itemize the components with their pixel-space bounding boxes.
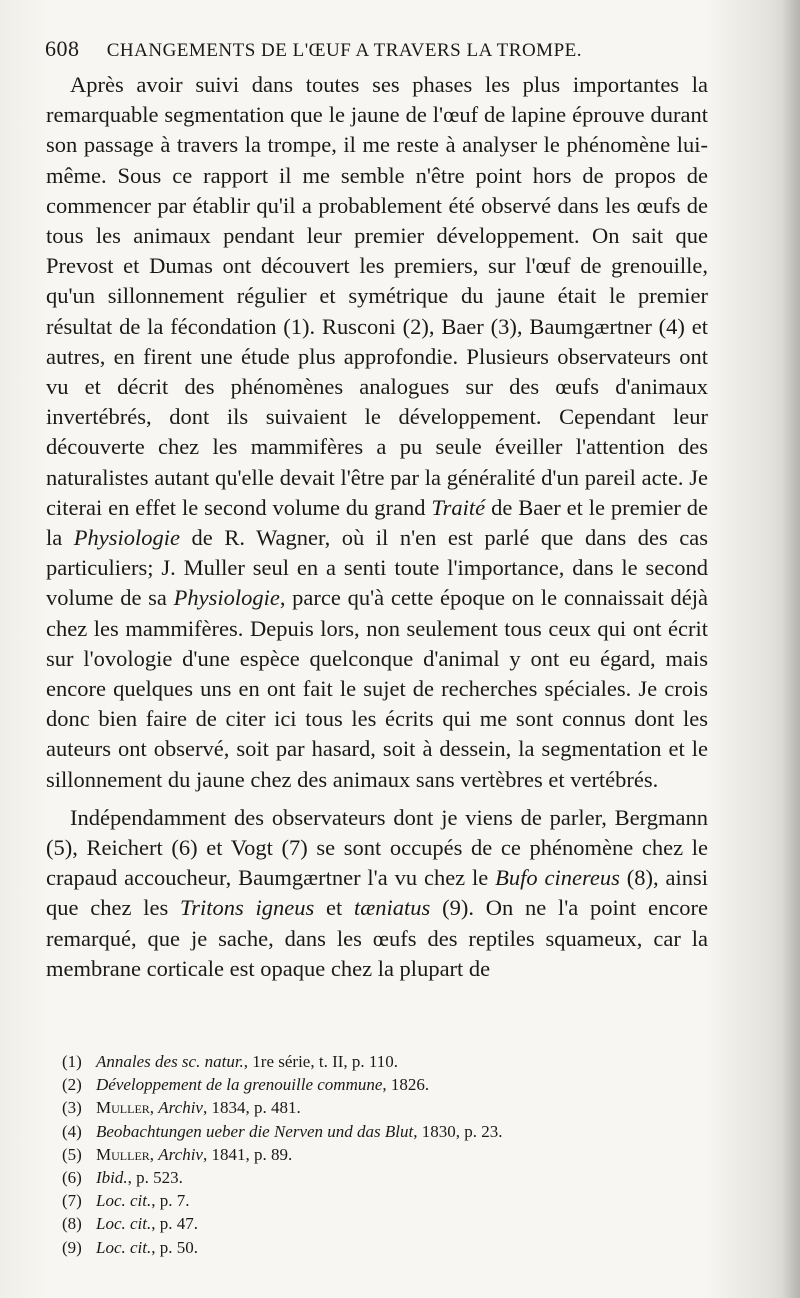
running-title: CHANGEMENTS DE L'ŒUF A TRAVERS LA TROMPE. bbox=[106, 40, 582, 61]
footnote-title: Annales des sc. natur. bbox=[96, 1052, 244, 1071]
footnote bbox=[62, 1236, 702, 1259]
text-segment: (9). On ne l'a point encore remarqué, que je sache, dans les œufs des reptiles squameux, car la membrane corticale est opaque chez la plupart de bbox=[46, 895, 708, 981]
footnote-ref: , 1834, p. 481. bbox=[202, 1098, 301, 1118]
italic-species: Bufo cinereus bbox=[495, 865, 620, 891]
text-segment: Après avoir suivi dans toutes ses phases les plus importantes la remarquable segmentation que le jaune de l'œuf de lapine éprouve durant son passage à travers la trompe, il me reste à analyser le phénomène lui-même. Sous ce rapport il me semble n'être point hors de propos de commencer par établir qu'il a probablement été observé dans les œufs de tous les animaux pendant leur premier développement. On sait que Prevost et Dumas ont découvert les premiers, sur l'œuf de grenouille, qu'un sillonnement régulier et symétrique du jaune était le premier résultat de la fécondation (1). Rusconi (2), Baer (3), Baumgærtner (4) et autres, en firent une étude plus approfondie. Plusieurs observateurs ont vu et décrit des phénomènes analogues sur des œufs d'animaux invertébrés, dont ils suivaient le développement. Cependant leur découverte chez les mammifères a pu seule éveiller l'attention des naturalistes autant qu'elle devait l'être par la généralité d'un pareil acte. Je citerai en effet le second volume du grand bbox=[46, 72, 708, 520]
footnote-title: Loc. cit. bbox=[96, 1237, 152, 1257]
footnote-ref: , p. 47. bbox=[151, 1214, 198, 1234]
footnote-mark: (5) bbox=[62, 1144, 82, 1164]
footnote bbox=[62, 1189, 702, 1212]
page-edge-shadow bbox=[782, 0, 800, 1298]
italic-title: Physiologie bbox=[173, 585, 280, 611]
footnote-mark: (8) bbox=[62, 1214, 82, 1234]
footnote-title: Archiv bbox=[158, 1098, 203, 1118]
footnote-title: Ibid. bbox=[96, 1168, 128, 1188]
footnote-author: Muller, bbox=[96, 1098, 159, 1118]
footnote-title: Archiv bbox=[158, 1144, 203, 1164]
footnote-mark: (3) bbox=[62, 1098, 82, 1118]
footnote bbox=[62, 1212, 702, 1235]
footnote-ref: , 1841, p. 89. bbox=[202, 1144, 293, 1164]
footnote-ref: , 1826. bbox=[382, 1075, 430, 1095]
paragraph bbox=[46, 803, 708, 984]
body-text bbox=[46, 70, 708, 984]
footnote-author: Muller, bbox=[96, 1144, 159, 1164]
footnote-title: Développement de la grenouille commune bbox=[96, 1075, 383, 1095]
italic-species: tæniatus bbox=[354, 895, 431, 921]
text-segment: Indépendamment des observateurs dont je viens de parler, Bergmann (5), Reichert (6) et Vogt (7) se sont occupés de ce phénomène chez le crapaud accoucheur, Baumgærtner l'a vu chez le bbox=[46, 804, 708, 891]
italic-title: Physiologie bbox=[73, 525, 181, 551]
footnote-mark: (6) bbox=[62, 1168, 82, 1188]
italic-title: Traité bbox=[431, 494, 486, 520]
footnote bbox=[62, 1096, 702, 1119]
footnote-mark: (1) bbox=[62, 1052, 82, 1071]
text-segment: (8), ainsi que chez les bbox=[46, 865, 708, 921]
italic-species: Tritons igneus bbox=[179, 895, 315, 921]
footnote-title: Loc. cit. bbox=[96, 1214, 152, 1234]
footnote-mark: (4) bbox=[62, 1121, 82, 1141]
footnote bbox=[62, 1073, 702, 1096]
page-header bbox=[45, 36, 745, 62]
footnote-ref: , p. 523. bbox=[127, 1168, 183, 1188]
footnote-mark: (2) bbox=[62, 1075, 82, 1095]
footnote-mark: (9) bbox=[62, 1237, 82, 1257]
footnotes bbox=[62, 1050, 702, 1259]
footnote bbox=[62, 1120, 702, 1143]
paragraph bbox=[46, 70, 708, 795]
footnote-ref: , p. 50. bbox=[151, 1237, 198, 1257]
footnote bbox=[62, 1166, 702, 1189]
footnote bbox=[62, 1050, 702, 1073]
footnote-ref: , p. 7. bbox=[151, 1191, 190, 1211]
footnote-title: Loc. cit. bbox=[96, 1191, 152, 1211]
text-segment: de R. Wagner, où il n'en est parlé que dans des cas particuliers; J. Muller seul en a senti toute l'importance, dans le second volume de sa bbox=[46, 525, 708, 611]
footnote-mark: (7) bbox=[62, 1191, 82, 1211]
footnote-ref: , 1re série, t. II, p. 110. bbox=[243, 1052, 399, 1071]
page-number: 608 bbox=[45, 36, 80, 61]
footnote-ref: , 1830, p. 23. bbox=[413, 1121, 503, 1141]
text-segment: et bbox=[314, 895, 355, 921]
text-segment: , parce qu'à cette époque on le connaissait déjà chez les mammifères. Depuis lors, non seulement tous ceux qui ont écrit sur l'ovologie d'une espèce quelconque d'animal y ont eu égard, mais encore quelques uns en ont fait le sujet de recherches spéciales. Je crois donc bien faire de citer ici tous les écrits qui me sont connus dont les auteurs ont observé, soit par hasard, soit à dessein, la segmentation et le sillonnement du jaune chez des animaux sans vertèbres et vertébrés. bbox=[46, 585, 709, 792]
footnote-title: Beobachtungen ueber die Nerven und das Blut bbox=[96, 1121, 414, 1141]
text-segment: de Baer et le premier de la bbox=[46, 494, 708, 551]
footnote bbox=[62, 1143, 702, 1166]
